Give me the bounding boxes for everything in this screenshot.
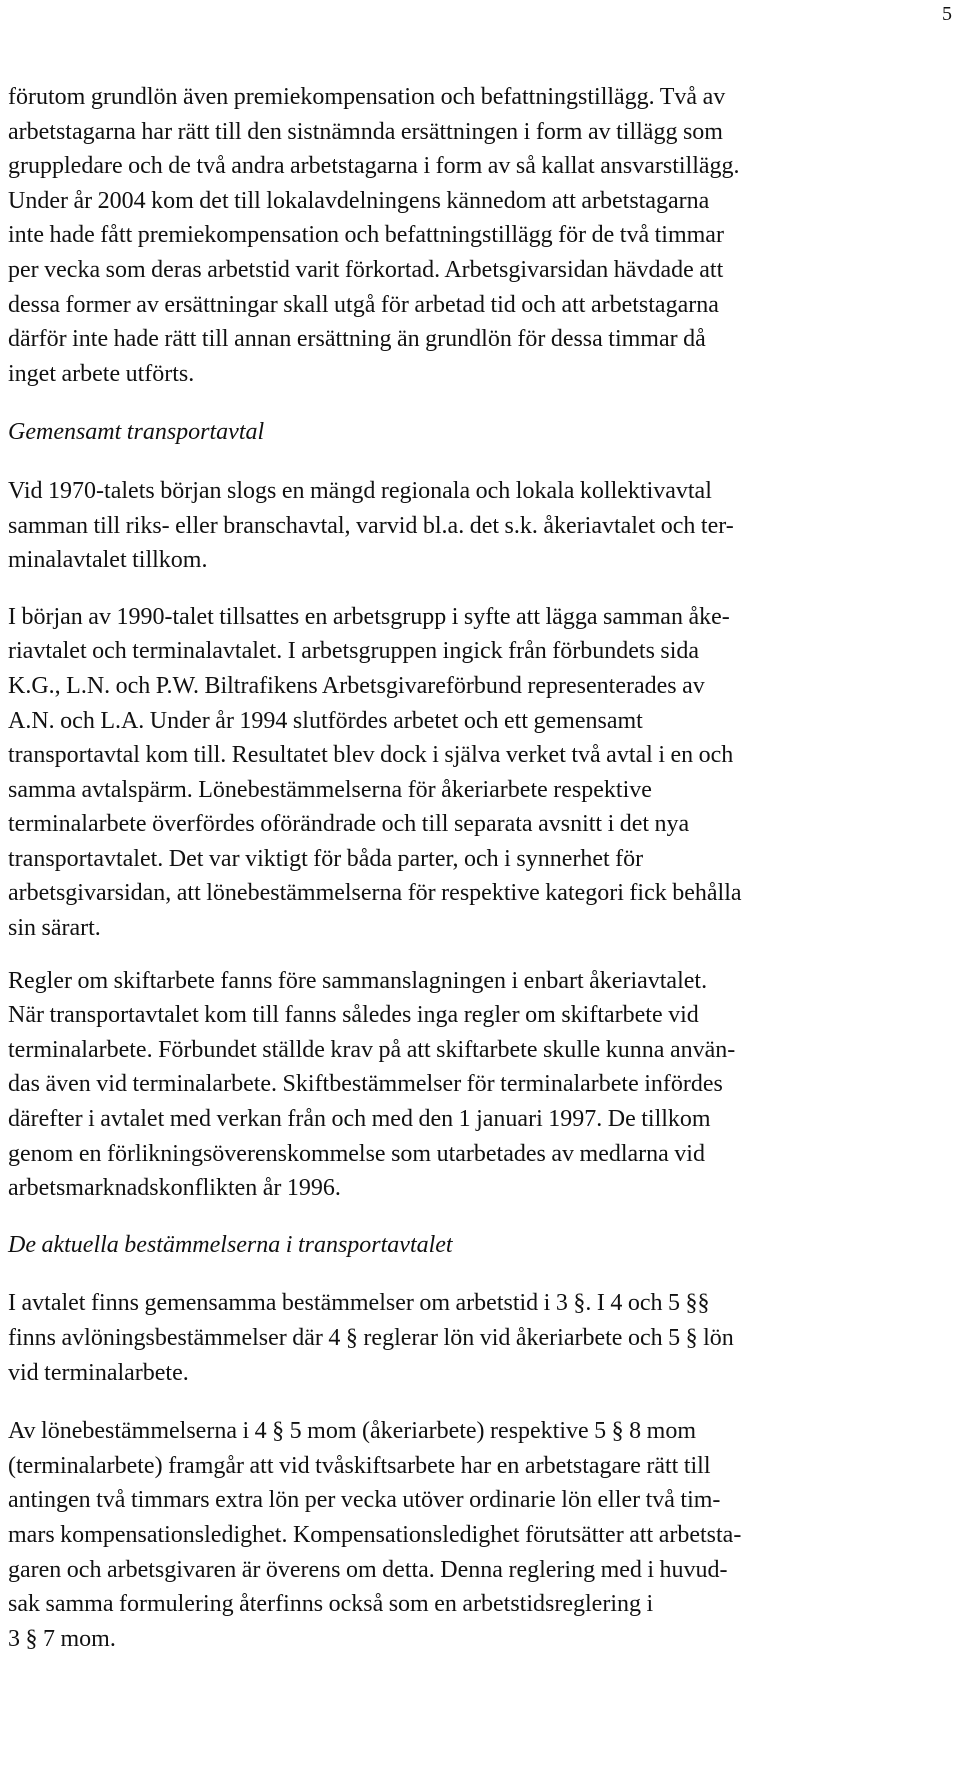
page-number: 5 [942,3,952,25]
text-line: terminalarbete. Förbundet ställde krav på att skiftarbete skulle kunna använ- [8,1036,736,1063]
section-heading: De aktuella bestämmelserna i transportavtalet [8,1231,453,1258]
block-spacer [8,578,908,600]
text-line: terminalarbete överfördes oförändrade och till separata avsnitt i det nya [8,811,690,838]
text-line: transportavtalet. Det var viktigt för båda parter, och i synnerhet för [8,845,644,872]
text-line: mars kompensationsledighet. Kompensationsledighet förutsätter att arbetsta- [8,1521,742,1548]
text-line: finns avlöningsbestämmelser där 4 § reglerar lön vid åkeriarbete och 5 § lön [8,1325,734,1351]
paragraph [8,1414,908,1656]
text-line: arbetsmarknadskonflikten år 1996. [8,1175,341,1202]
text-line: Under år 2004 kom det till lokalavdelningens kännedom att arbetstagarna [8,187,710,214]
text-line: antingen två timmars extra lön per vecka utöver ordinarie lön eller två tim- [8,1487,721,1514]
text-line: arbetstagarna har rätt till den sistnämnda ersättningen i form av tillägg som [8,118,723,145]
paragraph [8,1286,908,1390]
text-line: (terminalarbete) framgår att vid tvåskiftsarbete har en arbetstagare rätt till [8,1452,711,1479]
text-line: das även vid terminalarbete. Skiftbestämmelser för terminalarbete infördes [8,1071,723,1098]
block-spacer [8,1206,908,1228]
text-line: När transportavtalet kom till fanns således inga regler om skiftarbete vid [8,1002,699,1029]
text-line: K.G., L.N. och P.W. Biltrafikens Arbetsgivareförbund representerades av [8,672,705,699]
block-spacer [8,946,908,964]
text-line: dessa former av ersättningar skall utgå för arbetad tid och att arbetstagarna [8,291,719,318]
text-line: minalavtalet tillkom. [8,547,208,574]
text-line: inte hade fått premiekompensation och befattningstillägg för de två timmar [8,222,724,249]
text-line: sak samma formulering återfinns också som en arbetstidsreglering i [8,1591,654,1618]
text-line: därefter i avtalet med verkan från och med den 1 januari 1997. De tillkom [8,1106,711,1133]
paragraph [8,600,908,946]
text-line: Regler om skiftarbete fanns före sammanslagningen i enbart åkeriavtalet. [8,967,708,994]
section-heading: Gemensamt transportavtal [8,419,265,446]
text-line: genom en förlikningsöverenskommelse som utarbetades av medlarna vid [8,1140,705,1167]
text-line: A.N. och L.A. Under år 1994 slutfördes arbetet och ett gemensamt [8,707,643,734]
block-spacer [8,1262,908,1286]
paragraph [8,964,908,1206]
text-line: samman till riks- eller branschavtal, varvid bl.a. det s.k. åkeriavtalet och ter- [8,512,734,539]
text-line: Av lönebestämmelserna i 4 § 5 mom (åkeriarbete) respektive 5 § 8 mom [8,1418,697,1445]
text-line: vid terminalarbete. [8,1359,189,1386]
text-line: I avtalet finns gemensamma bestämmelser om arbetstid i 3 §. I 4 och 5 §§ [8,1290,710,1317]
text-line: 3 § 7 mom. [8,1625,116,1652]
text-line: arbetsgivarsidan, att lönebestämmelserna för respektive kategori fick behålla [8,880,742,907]
paragraph [8,80,908,391]
text-line: förutom grundlön även premiekompensation och befattningstillägg. Två av [8,84,726,110]
text-line: inget arbete utförts. [8,360,195,387]
text-line: per vecka som deras arbetstid varit förkortad. Arbetsgivarsidan hävdade att [8,256,724,283]
text-line: riavtalet och terminalavtalet. I arbetsgruppen ingick från förbundets sida [8,638,700,665]
text-line: transportavtal kom till. Resultatet blev dock i själva verket två avtal i en och [8,742,734,769]
text-line: Vid 1970-talets början slogs en mängd regionala och lokala kollektivavtal [8,477,712,504]
text-line: samma avtalspärm. Lönebestämmelserna för åkeriarbete respektive [8,776,652,803]
text-line: sin särart. [8,915,101,942]
block-spacer [8,1390,908,1414]
document-body [8,80,908,1656]
text-line: därför inte hade rätt till annan ersättning än grundlön för dessa timmar då [8,326,706,353]
paragraph [8,474,908,578]
text-line: I början av 1990-talet tillsattes en arbetsgrupp i syfte att lägga samman åke- [8,603,730,630]
text-line: garen och arbetsgivaren är överens om detta. Denna reglering med i huvud- [8,1556,728,1583]
block-spacer [8,450,908,474]
block-spacer [8,391,908,415]
text-line: gruppledare och de två andra arbetstagarna i form av så kallat ansvarstillägg. [8,153,740,180]
